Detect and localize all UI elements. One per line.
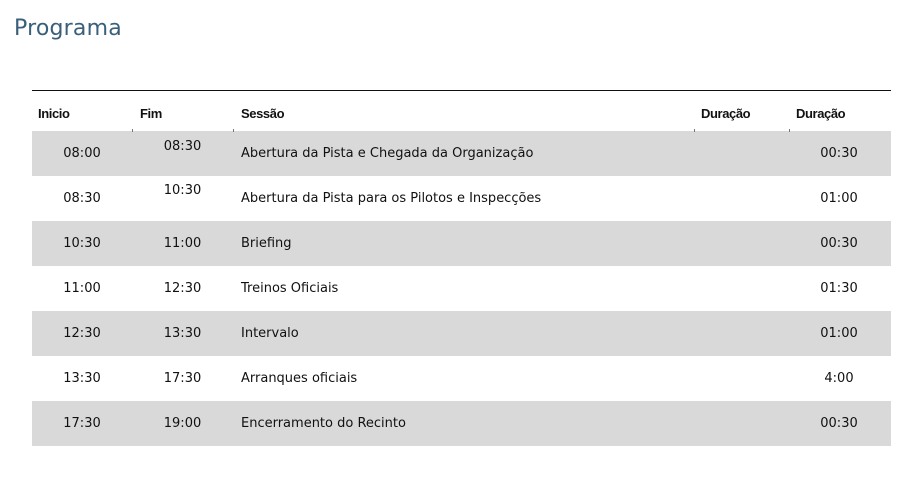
schedule-table [32, 90, 891, 446]
cell-duracao: 4:00 [824, 371, 854, 386]
column-tick [694, 129, 695, 132]
cell-inicio: 10:30 [63, 236, 101, 251]
cell-duracao: 01:30 [820, 281, 858, 296]
header-sessao: Sessão [241, 105, 285, 121]
cell-sessao: Arranques oficiais [241, 371, 358, 386]
cell-inicio: 11:00 [63, 281, 101, 296]
header-duracao-2: Duração [796, 105, 846, 121]
cell-fim: 10:30 [163, 183, 202, 198]
column-tick [233, 129, 234, 132]
table-row [32, 221, 891, 266]
page-title: Programa [14, 16, 122, 41]
table-row [32, 311, 891, 356]
cell-fim: 17:30 [163, 371, 202, 386]
cell-duracao: 00:30 [820, 146, 858, 161]
cell-fim: 11:00 [163, 236, 202, 251]
cell-fim: 08:30 [163, 139, 202, 154]
cell-fim: 19:00 [163, 416, 202, 431]
cell-sessao: Treinos Oficiais [241, 281, 339, 296]
cell-inicio: 08:00 [63, 146, 101, 161]
cell-duracao: 00:30 [820, 236, 858, 251]
table-row [32, 401, 891, 446]
table-header-row [32, 91, 891, 131]
cell-duracao: 01:00 [820, 326, 858, 341]
cell-sessao: Intervalo [241, 326, 299, 341]
header-inicio: Inicio [38, 105, 70, 121]
cell-duracao: 00:30 [820, 416, 858, 431]
table-row [32, 266, 891, 311]
cell-sessao: Encerramento do Recinto [241, 416, 406, 431]
table-row [32, 356, 891, 401]
cell-fim: 12:30 [163, 281, 202, 296]
cell-inicio: 17:30 [63, 416, 101, 431]
cell-inicio: 12:30 [63, 326, 101, 341]
cell-inicio: 08:30 [63, 191, 101, 206]
header-fim: Fim [140, 105, 162, 121]
cell-sessao: Abertura da Pista e Chegada da Organização [241, 146, 534, 161]
cell-inicio: 13:30 [63, 371, 101, 386]
cell-fim: 13:30 [163, 326, 202, 341]
cell-duracao: 01:00 [820, 191, 858, 206]
cell-sessao: Briefing [241, 236, 292, 251]
header-duracao-1: Duração [701, 105, 751, 121]
table-row [32, 131, 891, 176]
table-row [32, 176, 891, 221]
cell-sessao: Abertura da Pista para os Pilotos e Inspecções [241, 191, 542, 206]
